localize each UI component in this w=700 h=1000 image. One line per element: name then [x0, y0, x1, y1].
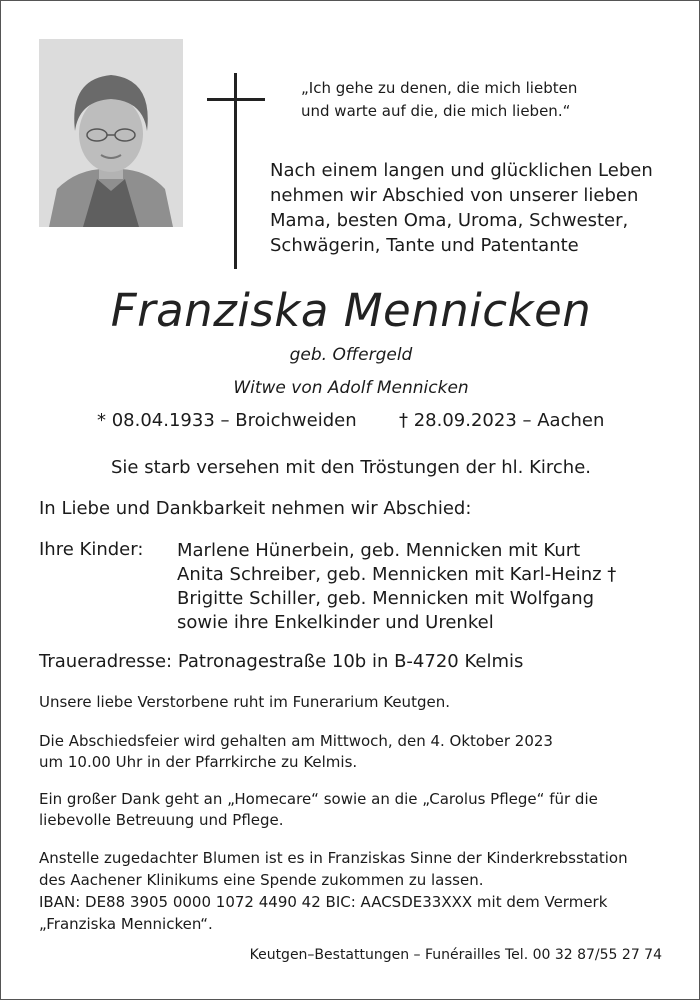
paragraph-line: Die Abschiedsfeier wird gehalten am Mittwoch, den 4. Oktober 2023: [39, 732, 553, 750]
birth-name: geb. Offergeld: [289, 345, 413, 365]
sacrament-line: Sie starb versehen mit den Tröstungen der hl. Kirche.: [110, 457, 591, 478]
paragraph-line: „Franziska Mennicken“.: [39, 915, 213, 933]
intro-text: [270, 158, 653, 258]
intro-line: Schwägerin, Tante und Patentante: [270, 235, 579, 256]
children-label: Ihre Kinder:: [39, 539, 144, 560]
donation-paragraph: [39, 847, 679, 935]
intro-line: nehmen wir Abschied von unserer lieben: [270, 185, 639, 206]
intro-line: Mama, besten Oma, Uroma, Schwester,: [270, 210, 629, 231]
paragraph-line: liebevolle Betreuung und Pflege.: [39, 811, 284, 829]
list-item: sowie ihre Enkelkinder und Urenkel: [177, 612, 494, 633]
funeral-home-footer: Keutgen–Bestattungen – Funérailles Tel. 00 32 87/55 27 74: [249, 947, 662, 963]
funerarium-paragraph: Unsere liebe Verstorbene ruht im Funerarium Keutgen.: [39, 693, 450, 711]
birth-date: * 08.04.1933 – Broichweiden: [97, 410, 357, 431]
paragraph-line: um 10.00 Uhr in der Pfarrkirche zu Kelmis.: [39, 753, 358, 771]
paragraph-line: des Aachener Klinikums eine Spende zukommen zu lassen.: [39, 871, 484, 889]
gratitude-paragraph: [39, 789, 669, 831]
quote-line: „Ich gehe zu denen, die mich liebten: [301, 79, 578, 97]
quote-line: und warte auf die, die mich lieben.“: [301, 102, 571, 120]
ceremony-paragraph: [39, 731, 553, 773]
death-date: † 28.09.2023 – Aachen: [399, 410, 605, 431]
portrait-photo: [39, 39, 183, 227]
children-list: [177, 539, 616, 635]
list-item: Brigitte Schiller, geb. Mennicken mit Wolfgang: [177, 588, 595, 609]
list-item: Marlene Hünerbein, geb. Mennicken mit Kurt: [177, 540, 581, 561]
intro-line: Nach einem langen und glücklichen Leben: [270, 160, 653, 181]
cross-icon: [234, 73, 237, 269]
list-item: Anita Schreiber, geb. Mennicken mit Karl-Heinz †: [177, 564, 617, 585]
thanks-line: In Liebe und Dankbarkeit nehmen wir Abschied:: [39, 498, 472, 519]
quote: [301, 77, 577, 123]
paragraph-line: Anstelle zugedachter Blumen ist es in Franziskas Sinne der Kinderkrebsstation: [39, 849, 628, 867]
cross-icon-bar: [207, 98, 265, 101]
mourning-address: Traueradresse: Patronagestraße 10b in B-4720 Kelmis: [39, 651, 524, 672]
deceased-name: Franziska Mennicken: [110, 284, 592, 337]
paragraph-line: IBAN: DE88 3905 0000 1072 4490 42 BIC: AACSDE33XXX mit dem Vermerk: [39, 893, 608, 911]
paragraph-line: Ein großer Dank geht an „Homecare“ sowie an die „Carolus Pflege“ für die: [39, 790, 598, 808]
widow-of: Witwe von Adolf Mennicken: [233, 378, 469, 398]
